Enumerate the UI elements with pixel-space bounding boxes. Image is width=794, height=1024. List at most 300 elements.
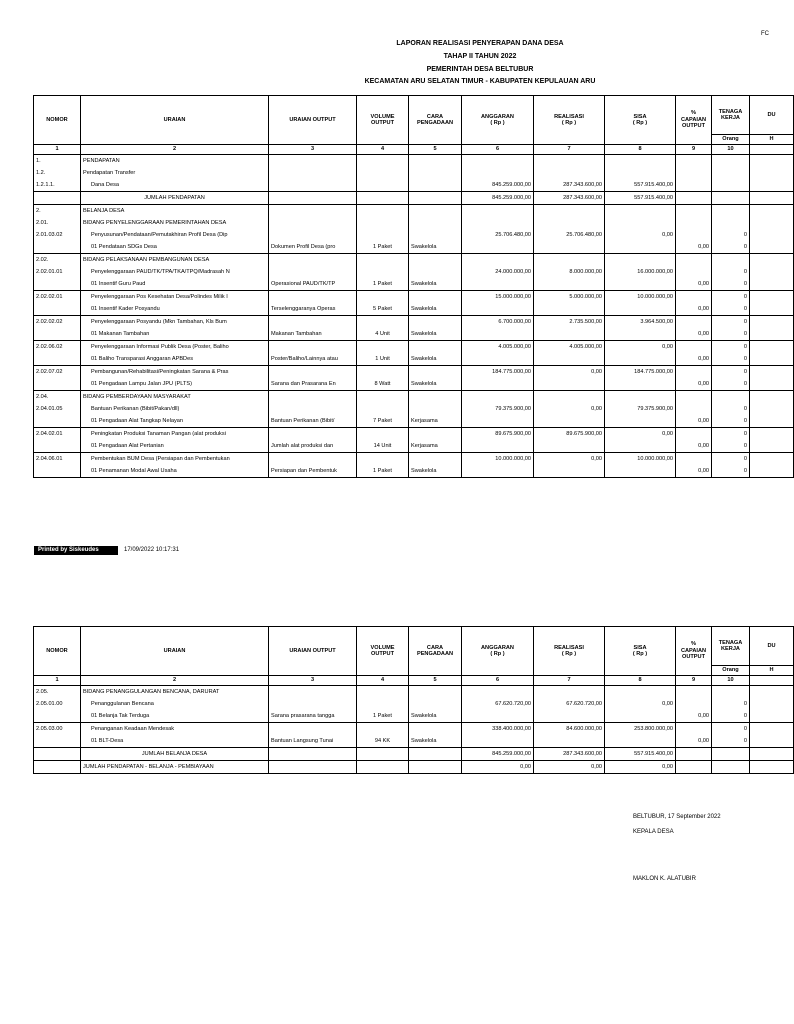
cell-tk: 0 <box>712 723 750 736</box>
cell-realisasi: 287.343.600,00 <box>534 748 605 761</box>
column-number: 7 <box>534 676 605 686</box>
cell-capaian <box>676 291 712 304</box>
cell-volume <box>357 217 409 229</box>
cell-no <box>34 353 81 366</box>
cell-sisa: 10.000.000,00 <box>605 453 676 466</box>
cell-cara <box>409 686 462 699</box>
cell-uraian: 01 Pendataan SDGs Desa <box>81 241 269 254</box>
header-tenaga-kerja <box>712 627 750 666</box>
cell-sisa <box>605 328 676 341</box>
cell-sisa <box>605 686 676 699</box>
cell-uraian: Penyelenggaraan Posyandu (Mkn Tambahan, Kls Bum <box>81 316 269 329</box>
cell-anggaran: 25.706.480,00 <box>462 229 534 241</box>
header-uraian-text: URAIAN <box>163 116 186 123</box>
cell-sisa: 0,00 <box>605 341 676 354</box>
cell-durasi <box>750 415 794 428</box>
cell-durasi <box>750 205 794 218</box>
cell-sisa <box>605 217 676 229</box>
cell-no <box>34 465 81 478</box>
cell-volume <box>357 723 409 736</box>
report-period: TAHAP II TAHUN 2022 <box>443 53 517 60</box>
column-number <box>750 145 794 155</box>
cell-output <box>269 316 357 329</box>
table-row <box>34 192 794 205</box>
cell-uraian: BELANJA DESA <box>81 205 269 218</box>
cell-cara <box>409 748 462 761</box>
cell-durasi <box>750 303 794 316</box>
cell-volume <box>357 761 409 774</box>
cell-no: 2.04.06.01 <box>34 453 81 466</box>
cell-uraian: Penyelenggaraan Informasi Publik Desa (Poster, Baliho <box>81 341 269 354</box>
cell-sisa: 79.375.900,00 <box>605 403 676 415</box>
cell-realisasi <box>534 155 605 168</box>
cell-output <box>269 698 357 710</box>
header-hari-text: H <box>769 136 774 143</box>
cell-volume: 1 Paket <box>357 710 409 723</box>
cell-anggaran <box>462 686 534 699</box>
cell-sisa <box>605 710 676 723</box>
column-number <box>750 676 794 686</box>
cell-capaian <box>676 723 712 736</box>
header-durasi <box>750 96 794 135</box>
cell-volume: 8 Watt <box>357 378 409 391</box>
cell-capaian: 0,00 <box>676 465 712 478</box>
cell-output: Makanan Tambahan <box>269 328 357 341</box>
cell-anggaran <box>462 353 534 366</box>
cell-anggaran: 79.375.900,00 <box>462 403 534 415</box>
cell-realisasi <box>534 217 605 229</box>
cell-no <box>34 415 81 428</box>
cell-uraian: 01 Insentif Kader Posyandu <box>81 303 269 316</box>
cell-tk: 0 <box>712 241 750 254</box>
cell-output <box>269 217 357 229</box>
column-number: 1 <box>34 145 81 155</box>
cell-sisa <box>605 241 676 254</box>
header-capaian-output-text: OUTPUT <box>682 123 705 130</box>
cell-sisa: 557.915.400,00 <box>605 192 676 205</box>
table-subrow <box>34 415 794 428</box>
header-realisasi-text: ( Rp ) <box>561 120 577 126</box>
cell-uraian: 01 Pengadaan Alat Pertanian <box>81 440 269 453</box>
cell-tk <box>712 686 750 699</box>
cell-capaian <box>676 453 712 466</box>
header-capaian-output <box>676 96 712 145</box>
cell-no: 2.02.02.01 <box>34 291 81 304</box>
header-uraian <box>81 627 269 676</box>
cell-realisasi <box>534 241 605 254</box>
header-nomor <box>34 627 81 676</box>
cell-volume <box>357 291 409 304</box>
cell-volume: 1 Paket <box>357 278 409 291</box>
cell-realisasi <box>534 415 605 428</box>
cell-uraian: BIDANG PENANGGULANGAN BENCANA, DARURAT <box>81 686 269 699</box>
header-volume-output-text: VOLUME <box>370 113 395 120</box>
cell-durasi <box>750 748 794 761</box>
column-number: 10 <box>712 145 750 155</box>
form-code: FC <box>761 31 769 37</box>
cell-cara <box>409 316 462 329</box>
cell-sisa <box>605 391 676 404</box>
header-capaian-output <box>676 627 712 676</box>
header-durasi-text: DU <box>767 111 776 118</box>
cell-durasi <box>750 266 794 278</box>
cell-anggaran <box>462 155 534 168</box>
cell-anggaran <box>462 735 534 748</box>
table-row <box>34 698 794 710</box>
cell-tk: 0 <box>712 328 750 341</box>
cell-output: Poster/Baliho/Lainnya atau <box>269 353 357 366</box>
header-anggaran <box>462 627 534 676</box>
cell-no: 2.04.01.05 <box>34 403 81 415</box>
cell-cara: Kerjasama <box>409 440 462 453</box>
cell-uraian: 01 Pengadaan Alat Tangkap Nelayan <box>81 415 269 428</box>
column-number: 3 <box>269 145 357 155</box>
cell-output <box>269 229 357 241</box>
table-subrow <box>34 465 794 478</box>
cell-tk: 0 <box>712 710 750 723</box>
cell-output <box>269 266 357 278</box>
cell-sisa <box>605 155 676 168</box>
table-subrow <box>34 735 794 748</box>
header-cara-pengadaan-text: PENGADAAN <box>416 651 454 657</box>
header-volume-output-text: VOLUME <box>370 644 395 651</box>
cell-no: 2.05.01.00 <box>34 698 81 710</box>
cell-cara: Swakelola <box>409 465 462 478</box>
cell-volume: 5 Paket <box>357 303 409 316</box>
cell-durasi <box>750 723 794 736</box>
cell-uraian: 01 Makanan Tambahan <box>81 328 269 341</box>
cell-uraian: 01 Belanja Tak Terduga <box>81 710 269 723</box>
cell-anggaran <box>462 415 534 428</box>
cell-durasi <box>750 735 794 748</box>
cell-realisasi: 287.343.600,00 <box>534 192 605 205</box>
cell-uraian: JUMLAH PENDAPATAN - BELANJA - PEMBIAYAAN <box>81 761 269 774</box>
cell-capaian <box>676 366 712 379</box>
cell-no: 2.05.03.00 <box>34 723 81 736</box>
table-row <box>34 391 794 404</box>
cell-cara <box>409 723 462 736</box>
header-volume-output-text: OUTPUT <box>371 651 394 657</box>
cell-durasi <box>750 328 794 341</box>
cell-realisasi <box>534 278 605 291</box>
cell-volume <box>357 205 409 218</box>
cell-anggaran <box>462 217 534 229</box>
cell-no <box>34 278 81 291</box>
header-sisa-text: SISA <box>633 113 647 120</box>
cell-anggaran <box>462 391 534 404</box>
cell-sisa: 253.800.000,00 <box>605 723 676 736</box>
cell-volume <box>357 254 409 267</box>
cell-uraian: Penyelenggaraan Pos Kesehatan Desa/Polindes Milik I <box>81 291 269 304</box>
cell-output <box>269 686 357 699</box>
cell-tk <box>712 205 750 218</box>
cell-cara: Swakelola <box>409 353 462 366</box>
cell-volume <box>357 167 409 179</box>
cell-anggaran: 89.675.900,00 <box>462 428 534 441</box>
header-capaian-output-text: OUTPUT <box>682 654 705 661</box>
cell-cara <box>409 698 462 710</box>
header-orang <box>712 666 750 676</box>
cell-volume: 1 Paket <box>357 465 409 478</box>
cell-capaian: 0,00 <box>676 440 712 453</box>
cell-durasi <box>750 316 794 329</box>
cell-sisa: 10.000.000,00 <box>605 291 676 304</box>
cell-sisa <box>605 465 676 478</box>
cell-cara <box>409 179 462 192</box>
header-cara-pengadaan-text: PENGADAAN <box>416 120 454 126</box>
header-volume-output <box>357 627 409 676</box>
cell-output <box>269 254 357 267</box>
cell-durasi <box>750 155 794 168</box>
cell-capaian <box>676 316 712 329</box>
cell-cara <box>409 761 462 774</box>
village-government: PEMERINTAH DESA BELTUBUR <box>426 66 534 73</box>
table-subrow <box>34 440 794 453</box>
cell-output: Sarana prasarana tangga <box>269 710 357 723</box>
cell-durasi <box>750 254 794 267</box>
cell-realisasi: 0,00 <box>534 453 605 466</box>
header-realisasi <box>534 96 605 145</box>
table-header <box>34 96 794 155</box>
cell-tk: 0 <box>712 291 750 304</box>
header-realisasi-text: REALISASI <box>554 113 584 120</box>
cell-output <box>269 403 357 415</box>
cell-capaian: 0,00 <box>676 735 712 748</box>
cell-uraian: Pembentukan BUM Desa (Persiapan dan Pembentukan <box>81 453 269 466</box>
cell-uraian: BIDANG PENYELENGGARAAN PEMERINTAHAN DESA <box>81 217 269 229</box>
cell-anggaran <box>462 254 534 267</box>
cell-uraian: BIDANG PELAKSANAAN PEMBANGUNAN DESA <box>81 254 269 267</box>
cell-durasi <box>750 217 794 229</box>
cell-durasi <box>750 453 794 466</box>
cell-tk: 0 <box>712 229 750 241</box>
cell-durasi <box>750 378 794 391</box>
cell-durasi <box>750 229 794 241</box>
cell-capaian: 0,00 <box>676 278 712 291</box>
column-number: 5 <box>409 145 462 155</box>
table-row <box>34 366 794 379</box>
cell-tk <box>712 155 750 168</box>
header-anggaran <box>462 96 534 145</box>
table-body <box>34 686 794 774</box>
table-row <box>34 686 794 699</box>
column-number: 9 <box>676 145 712 155</box>
cell-durasi <box>750 440 794 453</box>
cell-realisasi <box>534 167 605 179</box>
column-number: 8 <box>605 145 676 155</box>
header-capaian-output-text: CAPAIAN <box>680 116 707 123</box>
cell-anggaran <box>462 328 534 341</box>
cell-volume <box>357 192 409 205</box>
cell-capaian <box>676 167 712 179</box>
cell-anggaran: 845.259.000,00 <box>462 179 534 192</box>
cell-tk <box>712 761 750 774</box>
cell-cara <box>409 366 462 379</box>
cell-volume <box>357 403 409 415</box>
table-row <box>34 403 794 415</box>
cell-tk <box>712 254 750 267</box>
cell-no: 1.2.1.1. <box>34 179 81 192</box>
cell-uraian: BIDANG PEMBERDAYAAN MASYARAKAT <box>81 391 269 404</box>
cell-tk: 0 <box>712 278 750 291</box>
header-orang-text: Orang <box>722 667 739 674</box>
header-durasi <box>750 627 794 666</box>
cell-cara <box>409 291 462 304</box>
cell-durasi <box>750 241 794 254</box>
cell-sisa <box>605 167 676 179</box>
cell-output: Dokumen Profil Desa (pro <box>269 241 357 254</box>
cell-cara: Swakelola <box>409 378 462 391</box>
cell-cara <box>409 217 462 229</box>
cell-tk: 0 <box>712 415 750 428</box>
cell-durasi <box>750 403 794 415</box>
cell-realisasi: 8.000.000,00 <box>534 266 605 278</box>
header-hari <box>750 666 794 676</box>
table-row <box>34 266 794 278</box>
cell-uraian: 01 Penamanan Modal Awal Usaha <box>81 465 269 478</box>
cell-volume <box>357 366 409 379</box>
cell-uraian: 01 BLT-Desa <box>81 735 269 748</box>
column-number: 3 <box>269 676 357 686</box>
cell-uraian: JUMLAH PENDAPATAN <box>81 192 269 205</box>
cell-no <box>34 440 81 453</box>
cell-anggaran <box>462 241 534 254</box>
cell-cara <box>409 167 462 179</box>
cell-capaian <box>676 254 712 267</box>
table-header <box>34 627 794 686</box>
cell-sisa <box>605 353 676 366</box>
header-row <box>34 96 794 135</box>
column-number: 6 <box>462 676 534 686</box>
header-orang-text: Orang <box>722 136 739 143</box>
cell-output <box>269 428 357 441</box>
cell-no <box>34 192 81 205</box>
cell-capaian <box>676 192 712 205</box>
column-number: 5 <box>409 676 462 686</box>
cell-realisasi: 84.600.000,00 <box>534 723 605 736</box>
cell-realisasi: 287.343.600,00 <box>534 179 605 192</box>
cell-anggaran: 15.000.000,00 <box>462 291 534 304</box>
cell-output <box>269 723 357 736</box>
cell-realisasi <box>534 440 605 453</box>
cell-anggaran <box>462 710 534 723</box>
cell-cara <box>409 453 462 466</box>
cell-capaian <box>676 155 712 168</box>
table-row <box>34 205 794 218</box>
cell-volume <box>357 698 409 710</box>
cell-tk <box>712 391 750 404</box>
cell-durasi <box>750 710 794 723</box>
cell-cara: Swakelola <box>409 735 462 748</box>
cell-realisasi: 2.735.500,00 <box>534 316 605 329</box>
cell-no <box>34 761 81 774</box>
table-row <box>34 254 794 267</box>
cell-uraian: Penanganan Keadaan Mendesak <box>81 723 269 736</box>
cell-cara <box>409 205 462 218</box>
cell-tk <box>712 748 750 761</box>
cell-sisa <box>605 254 676 267</box>
header-capaian-output-text: CAPAIAN <box>680 647 707 654</box>
cell-volume: 1 Unit <box>357 353 409 366</box>
header-sisa-text: ( Rp ) <box>632 120 648 126</box>
header-sisa-text: ( Rp ) <box>632 651 648 657</box>
cell-output <box>269 391 357 404</box>
cell-realisasi: 0,00 <box>534 403 605 415</box>
cell-anggaran: 184.775.000,00 <box>462 366 534 379</box>
cell-anggaran: 24.000.000,00 <box>462 266 534 278</box>
cell-sisa <box>605 278 676 291</box>
header-sisa <box>605 627 676 676</box>
cell-uraian: Pembangunan/Rehabilitasi/Peningkatan Sarana & Pras <box>81 366 269 379</box>
cell-no: 2.01. <box>34 217 81 229</box>
cell-no: 2.02.07.02 <box>34 366 81 379</box>
cell-volume <box>357 155 409 168</box>
cell-tk: 0 <box>712 341 750 354</box>
cell-cara: Swakelola <box>409 303 462 316</box>
cell-no <box>34 328 81 341</box>
cell-cara <box>409 254 462 267</box>
cell-output: Bantuan Perikanan (Bibit/ <box>269 415 357 428</box>
cell-durasi <box>750 167 794 179</box>
cell-capaian: 0,00 <box>676 241 712 254</box>
cell-volume: 94 KK <box>357 735 409 748</box>
header-uraian-output-text: URAIAN OUTPUT <box>289 116 336 123</box>
cell-output: Operasional PAUD/TK/TP <box>269 278 357 291</box>
cell-anggaran: 845.259.000,00 <box>462 192 534 205</box>
cell-tk: 0 <box>712 378 750 391</box>
header-uraian-text: URAIAN <box>163 647 186 654</box>
column-number: 2 <box>81 145 269 155</box>
cell-no: 2. <box>34 205 81 218</box>
cell-realisasi: 0,00 <box>534 366 605 379</box>
cell-realisasi <box>534 353 605 366</box>
table-subrow <box>34 241 794 254</box>
cell-output <box>269 748 357 761</box>
cell-anggaran <box>462 278 534 291</box>
cell-output: Persiapan dan Pembentuk <box>269 465 357 478</box>
cell-capaian: 0,00 <box>676 378 712 391</box>
cell-realisasi <box>534 686 605 699</box>
column-number-row <box>34 676 794 686</box>
cell-anggaran: 0,00 <box>462 761 534 774</box>
header-tenaga-kerja <box>712 96 750 135</box>
cell-realisasi <box>534 710 605 723</box>
cell-volume <box>357 453 409 466</box>
header-uraian-output <box>269 96 357 145</box>
table-row <box>34 167 794 179</box>
table-row <box>34 723 794 736</box>
cell-no: 2.02.01.01 <box>34 266 81 278</box>
table-subrow <box>34 278 794 291</box>
cell-no: 2.04.02.01 <box>34 428 81 441</box>
cell-output <box>269 366 357 379</box>
header-cara-pengadaan-text: CARA <box>426 113 444 120</box>
cell-cara: Swakelola <box>409 241 462 254</box>
header-tenaga-kerja-text: TENAGA <box>718 639 743 646</box>
header-hari <box>750 135 794 145</box>
header-anggaran-text: ( Rp ) <box>490 120 505 126</box>
header-realisasi <box>534 627 605 676</box>
cell-output: Jumlah alat produksi dan <box>269 440 357 453</box>
column-number: 1 <box>34 676 81 686</box>
cell-durasi <box>750 192 794 205</box>
cell-no <box>34 241 81 254</box>
cell-cara <box>409 155 462 168</box>
table-row <box>34 291 794 304</box>
cell-realisasi <box>534 254 605 267</box>
cell-tk: 0 <box>712 303 750 316</box>
table-row <box>34 179 794 192</box>
